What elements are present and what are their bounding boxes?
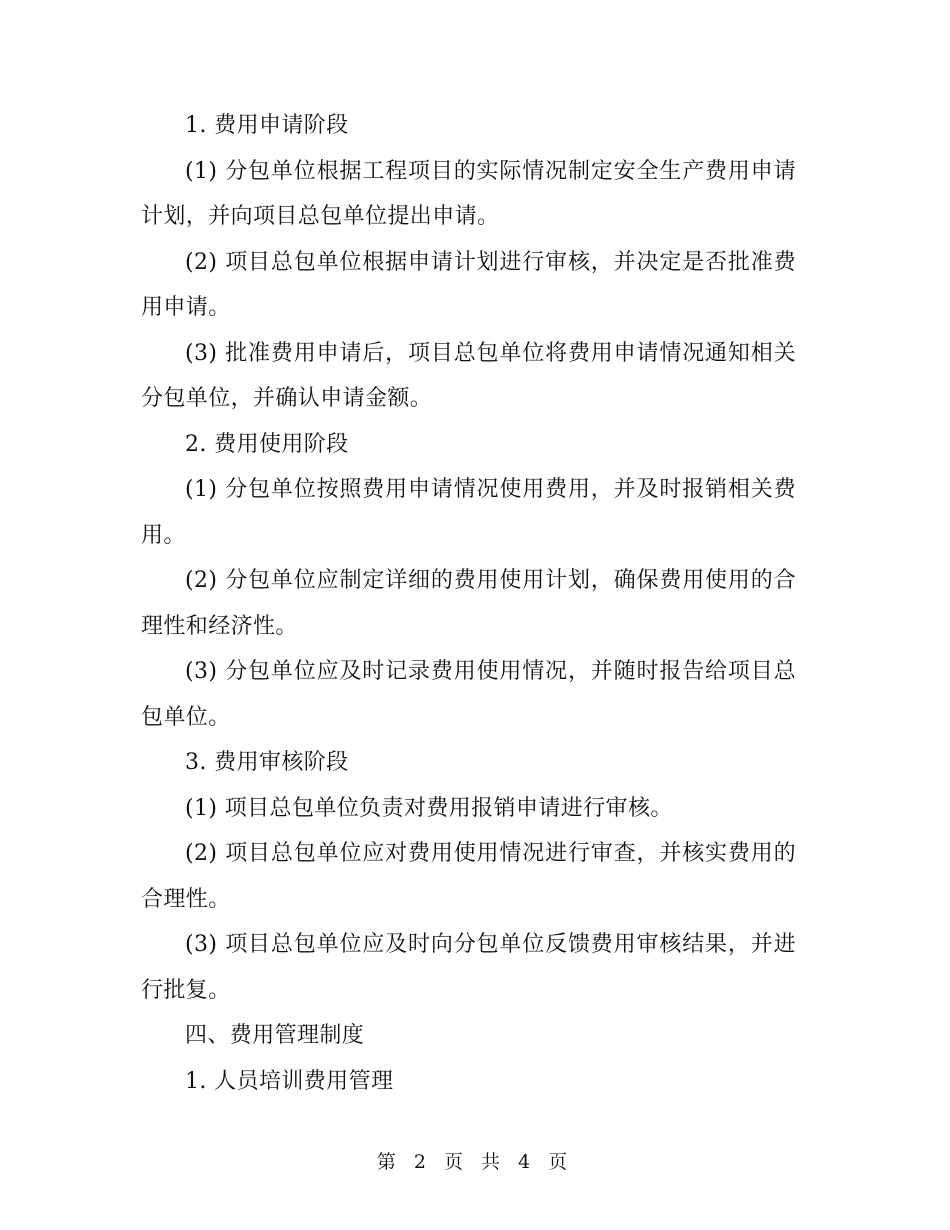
paragraph: (3) 项目总包单位应及时向分包单位反馈费用审核结果，并进行批复。 — [141, 932, 796, 1003]
paragraph: (1) 分包单位根据工程项目的实际情况制定安全生产费用申请计划，并向项目总包单位提出申请。 — [141, 158, 796, 229]
section-heading-usage-stage: 2. 费用使用阶段 — [185, 431, 349, 457]
paragraph: (1) 项目总包单位负责对费用报销申请进行审核。 — [185, 795, 673, 821]
section-heading-application-stage: 1. 费用申请阶段 — [185, 113, 349, 138]
paragraph: (2) 项目总包单位根据申请计划进行审核，并决定是否批准费用申请。 — [141, 249, 796, 320]
paragraph: (3) 批准费用申请后，项目总包单位将费用申请情况通知相关分包单位，并确认申请金额。 — [141, 340, 796, 411]
document-body — [141, 103, 796, 1104]
section-heading-review-stage: 3. 费用审核阶段 — [185, 750, 349, 775]
paragraph: (2) 项目总包单位应对费用使用情况进行审查，并核实费用的合理性。 — [141, 841, 796, 912]
paragraph: (1) 分包单位按照费用申请情况使用费用，并及时报销相关费用。 — [141, 477, 796, 548]
page-number-footer: 第 2 页 共 4 页 — [376, 1151, 574, 1173]
paragraph: (2) 分包单位应制定详细的费用使用计划，确保费用使用的合理性和经济性。 — [141, 568, 796, 639]
chapter-heading-management-system: 四、费用管理制度 — [185, 1023, 365, 1048]
paragraph: (3) 分包单位应及时记录费用使用情况，并随时报告给项目总包单位。 — [141, 659, 796, 730]
section-heading-training-costs: 1. 人员培训费用管理 — [185, 1068, 394, 1094]
